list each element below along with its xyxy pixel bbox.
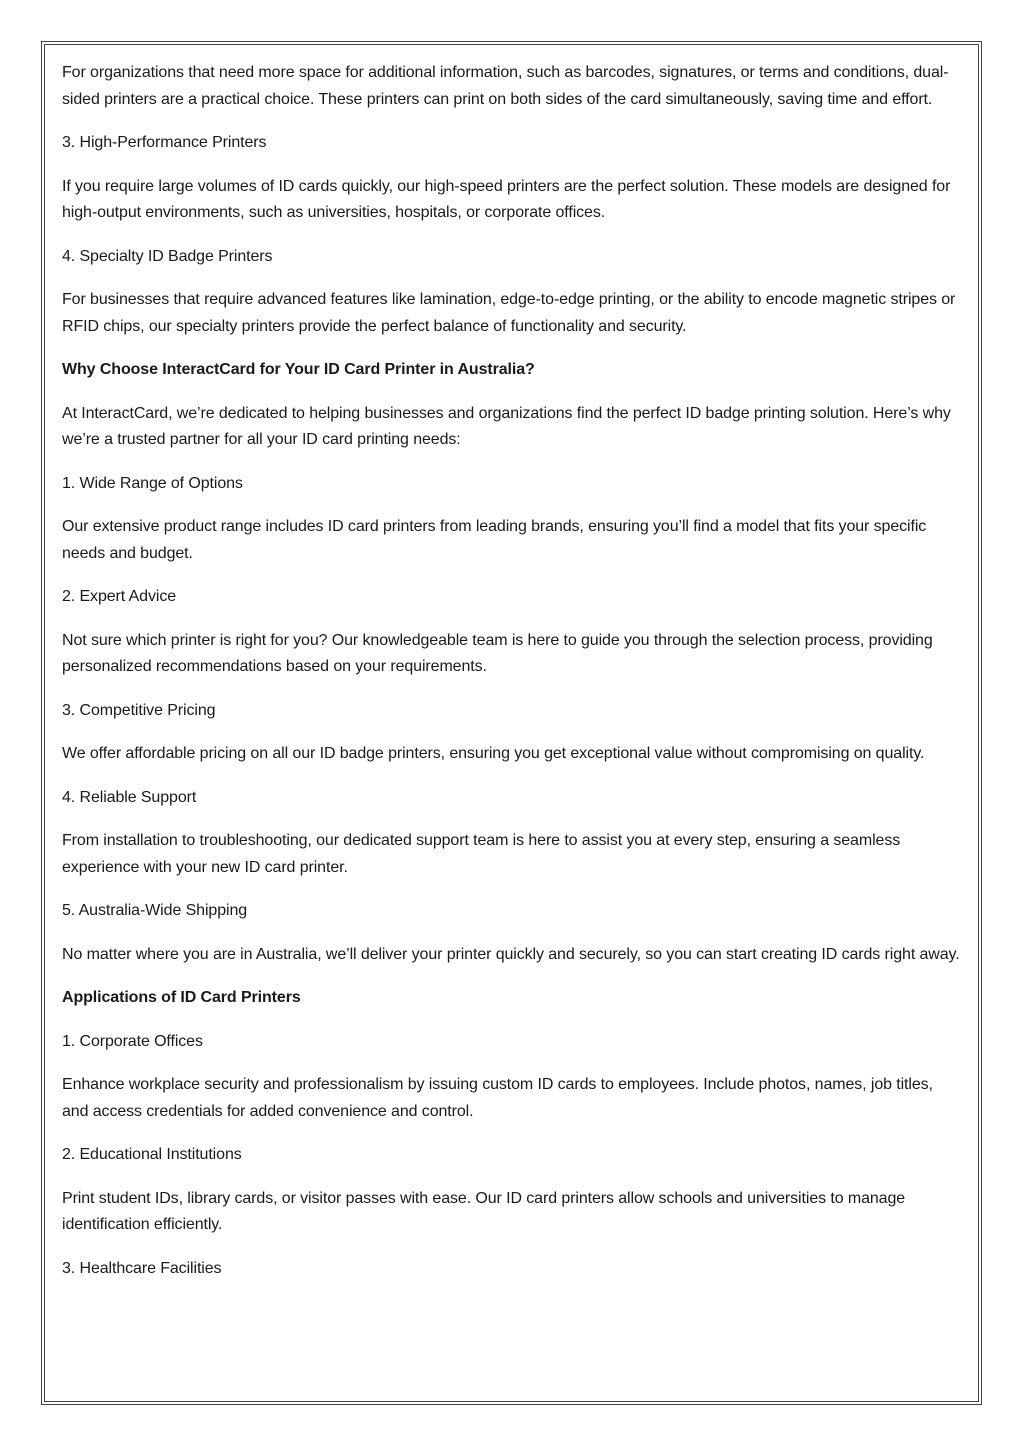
paragraph-corporate-offices: Enhance workplace security and professionalism by issuing custom ID cards to employees. Include photos, names, job titles, and access credentials for added convenience and control. <box>62 1076 933 1120</box>
list-heading-competitive-pricing: 3. Competitive Pricing <box>62 701 216 719</box>
section-heading-why-choose: Why Choose InteractCard for Your ID Card Printer in Australia? <box>62 361 535 378</box>
paragraph-wide-range: Our extensive product range includes ID card printers from leading brands, ensuring you’ll find a model that fits your specific needs and budget. <box>62 518 927 562</box>
paragraph-competitive-pricing: We offer affordable pricing on all our ID badge printers, ensuring you get exceptional value without compromising on quality. <box>62 745 925 762</box>
paragraph-why-choose-intro: At InteractCard, we’re dedicated to helping businesses and organizations find the perfect ID badge printing solution. Here’s why we’re a trusted partner for all your ID card printing needs: <box>62 404 951 448</box>
paragraph-specialty-printers: For businesses that require advanced features like lamination, edge-to-edge printing, or the ability to encode magnetic stripes or RFID chips, our specialty printers provide the perfect balance of functionality and security. <box>62 291 956 335</box>
paragraph-expert-advice: Not sure which printer is right for you? Our knowledgeable team is here to guide you through the selection process, providing personalized recommendations based on your requirements. <box>62 631 933 675</box>
list-heading-healthcare-facilities: 3. Healthcare Facilities <box>62 1259 222 1277</box>
list-heading-wide-range: 1. Wide Range of Options <box>62 474 243 492</box>
list-heading-high-performance-printers: 3. High-Performance Printers <box>62 134 267 151</box>
paragraph-shipping: No matter where you are in Australia, we’ll deliver your printer quickly and securely, so you can start creating ID cards right away. <box>62 945 960 963</box>
list-heading-educational-institutions: 2. Educational Institutions <box>62 1146 242 1163</box>
list-heading-expert-advice: 2. Expert Advice <box>62 588 177 605</box>
paragraph-high-performance-printers: If you require large volumes of ID cards quickly, our high-speed printers are the perfect solution. These models are designed for high-output environments, such as universities, hospitals, or corporate offices. <box>62 177 951 221</box>
paragraph-educational-institutions: Print student IDs, library cards, or visitor passes with ease. Our ID card printers allow schools and universities to manage identification efficiently. <box>62 1189 906 1233</box>
list-heading-reliable-support: 4. Reliable Support <box>62 788 197 806</box>
list-heading-specialty-printers: 4. Specialty ID Badge Printers <box>62 247 273 265</box>
list-heading-corporate-offices: 1. Corporate Offices <box>62 1032 203 1050</box>
document-body <box>62 60 962 1299</box>
section-heading-applications: Applications of ID Card Printers <box>62 989 301 1006</box>
paragraph-reliable-support: From installation to troubleshooting, our dedicated support team is here to assist you at every step, ensuring a seamless experience with your new ID card printer. <box>62 832 901 876</box>
list-heading-shipping: 5. Australia-Wide Shipping <box>62 902 248 919</box>
paragraph-dual-sided-printers: For organizations that need more space for additional information, such as barcodes, signatures, or terms and conditions, dual-sided printers are a practical choice. These printers can print on both sides of the card simultaneously, saving time and effort. <box>62 64 949 108</box>
